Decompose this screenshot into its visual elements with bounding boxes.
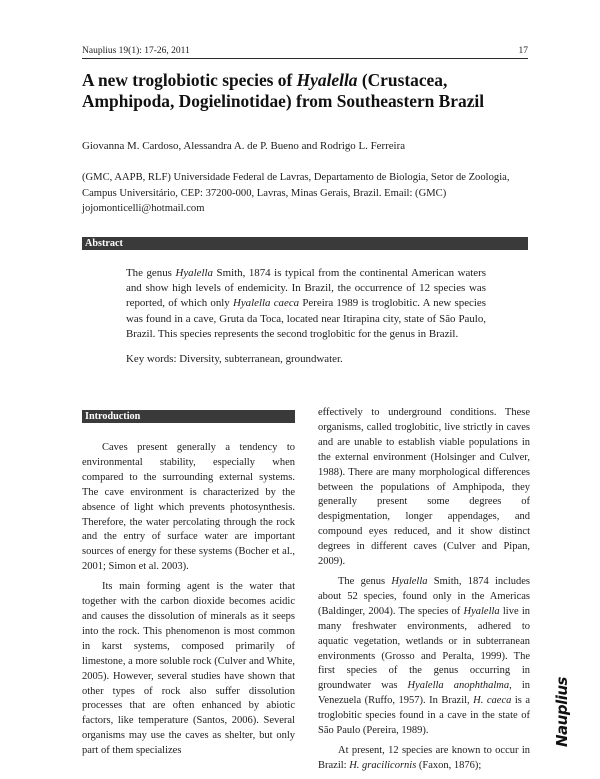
left-column [82, 441, 295, 764]
abstract-text: The genus Hyalella Smith, 1874 is typical from the continental American waters and show high levels of endemicity. In Brazil, the occurrence of 12 species was reported, of which only Hyalella caeca Pereira 1989 is troglobitic. A new species was found in a cave, Gruta da Toca, located near Itirapina city, state of São Paulo, Brazil. This species represents the second troglobitic for the genus in Brazil. [126, 267, 487, 340]
journal-logo: Nauplius [553, 677, 571, 747]
article-title: A new troglobiotic species of Hyalella (Crustacea, Amphipoda, Dogielinotidae) from Southeastern Brazil [82, 70, 485, 111]
paragraph: The genus Hyalella Smith, 1874 includes about 52 species, found only in the Americas (Baldinger, 2004). The species of Hyalella live in many freshwater environments, adhered to aquatic vegetation, wetlands or in subterranean environments (Grosso and Peralta, 1999). The first species of the genus occurring in groundwater was Hyalella anophthalma, in Venezuela (Ruffo, 1957). In Brazil, H. caeca is a troglobitic species found in a cave in the state of São Paulo (Pereira, 1989). [318, 575, 531, 737]
header-rule [82, 58, 528, 59]
paragraph: effectively to underground conditions. These organisms, called troglobitic, live strictly in caves and are unable to establish viable populations in the external environment (Holsinger and Culver, 1988). There are many morphological differences between the populations of Amphipoda, they generally present some degrees of despigmentation, longer appendages, and compound eyes reduced, and it show distinct degrees in different caves (Culver and Pipan, 2009). [318, 407, 530, 568]
affiliation: (GMC, AAPB, RLF) Universidade Federal de Lavras, Departamento de Biologia, Setor de Zoologia, Campus Universitário, CEP: 37200-000, Lavras, Minas Gerais, Brazil. Email: (GMC) jojomonticelli@hotmail.com [82, 172, 510, 214]
authors: Giovanna M. Cardoso, Alessandra A. de P. Bueno and Rodrigo L. Ferreira [82, 140, 406, 152]
keywords: Key words: Diversity, subterranean, groundwater. [126, 353, 343, 365]
introduction-heading: Introduction [82, 410, 295, 423]
paragraph: Its main forming agent is the water that together with the carbon dioxide becomes acidic and causes the dissolution of minerals as it seeps into the rock. This phenomenon is most common in karst systems, composed primarily of limestone, a more soluble rock (Culver and White, 2005). However, several studies have shown that other types of rock also suffer dissolution processes that are often enhanced by abiotic factors, like temperature (Santos, 2006). Several organisms may use the caves as shelter, but only part of them specializes [82, 581, 295, 757]
page-number: 17 [518, 46, 528, 56]
right-column [318, 406, 530, 779]
paragraph: At present, 12 species are known to occur in Brazil: H. gracilicornis (Faxon, 1876); [318, 744, 530, 771]
journal-citation: Nauplius 19(1): 17-26, 2011 [82, 46, 190, 56]
abstract-heading: Abstract [82, 237, 528, 250]
paragraph: Caves present generally a tendency to environmental stability, especially when compared to the surrounding external systems. The cave environment is characterized by the absence of light which prevents photosynthesis. Therefore, the water percolating through the rock and the entry of surface water are important sources of energy for these systems (Bocher et al., 2001; Simon et al. 2003). [82, 442, 295, 573]
